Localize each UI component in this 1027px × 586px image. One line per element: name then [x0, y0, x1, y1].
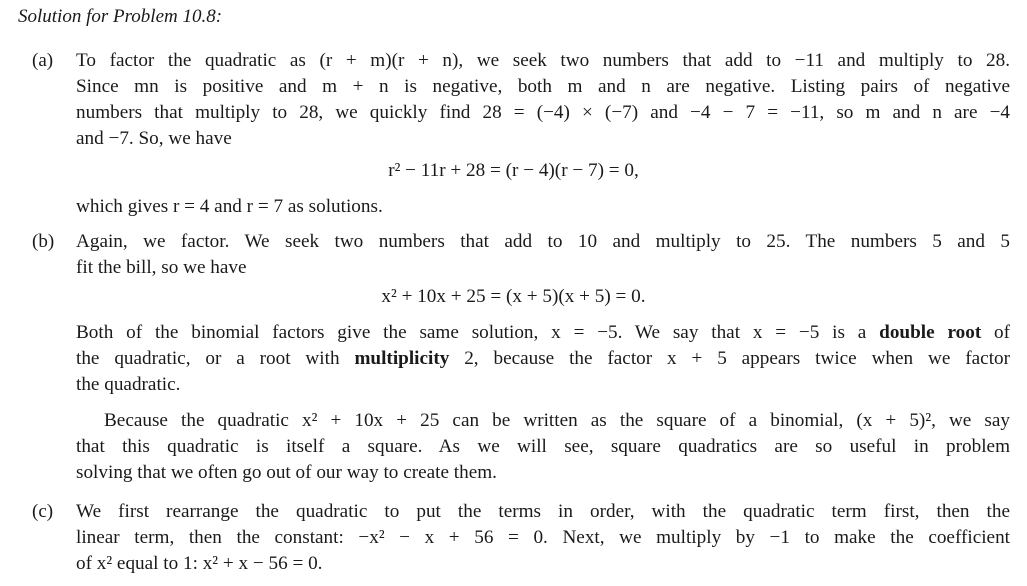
part-c-line-3: of x² equal to 1: x² + x − 56 = 0.	[76, 553, 323, 574]
part-a-text	[76, 48, 1010, 152]
part-a-line-3: numbers that multiply to 28, we quickly find 28 = (−4) × (−7) and −4 − 7 = −11, so m and n are −4	[76, 102, 1010, 123]
part-b-line-1: Again, we factor. We seek two numbers that add to 10 and multiply to 25. The numbers 5 and 5	[76, 231, 1010, 252]
part-a-after: which gives r = 4 and r = 7 as solutions.	[76, 196, 383, 217]
part-a-line-1: To factor the quadratic as (r + m)(r + n), we seek two numbers that add to −11 and multiply to 28.	[76, 50, 1010, 71]
part-b-p3-line-2: that this quadratic is itself a square. As we will see, square quadratics are so useful in problem	[76, 436, 1010, 457]
part-a-conclusion	[76, 194, 1010, 220]
part-a-line-2: Since mn is positive and m + n is negative, both m and n are negative. Listing pairs of negative	[76, 76, 1010, 97]
part-a-line-4: and −7. So, we have	[76, 128, 232, 149]
part-b-p3-line-1: Because the quadratic x² + 10x + 25 can be written as the square of a binomial, (x + 5)², we say	[104, 410, 1010, 431]
term-multiplicity: multiplicity	[354, 348, 450, 369]
part-b-text	[76, 229, 1010, 281]
part-b-paragraph-3	[76, 408, 1010, 486]
part-b-p2-line-2: the quadratic, or a root with multiplicity 2, because the factor x + 5 appears twice when we factor	[76, 348, 1011, 369]
part-c-line-2: linear term, then the constant: −x² − x + 56 = 0. Next, we multiply by −1 to make the coefficient	[76, 527, 1010, 548]
part-c-line-1: We first rearrange the quadratic to put the terms in order, with the quadratic term first, then the	[76, 501, 1010, 522]
part-c-text	[76, 499, 1010, 577]
part-a-equation: r² − 11r + 28 = (r − 4)(r − 7) = 0,	[388, 160, 639, 181]
part-a-label: (a)	[32, 50, 54, 71]
part-b-p2-line-3: the quadratic.	[76, 374, 181, 395]
part-b-p2-line-1: Both of the binomial factors give the same solution, x = −5. We say that x = −5 is a double root of	[76, 322, 1011, 343]
solution-heading: Solution for Problem 10.8:	[18, 6, 223, 27]
part-b-line-2: fit the bill, so we have	[76, 257, 247, 278]
part-b-paragraph-2	[76, 320, 1010, 398]
part-b-p3-line-3: solving that we often go out of our way to create them.	[76, 462, 497, 483]
part-b-equation: x² + 10x + 25 = (x + 5)(x + 5) = 0.	[381, 286, 646, 307]
part-c-label: (c)	[32, 501, 54, 522]
part-b-label: (b)	[32, 231, 55, 252]
term-double-root: double root	[879, 322, 982, 343]
